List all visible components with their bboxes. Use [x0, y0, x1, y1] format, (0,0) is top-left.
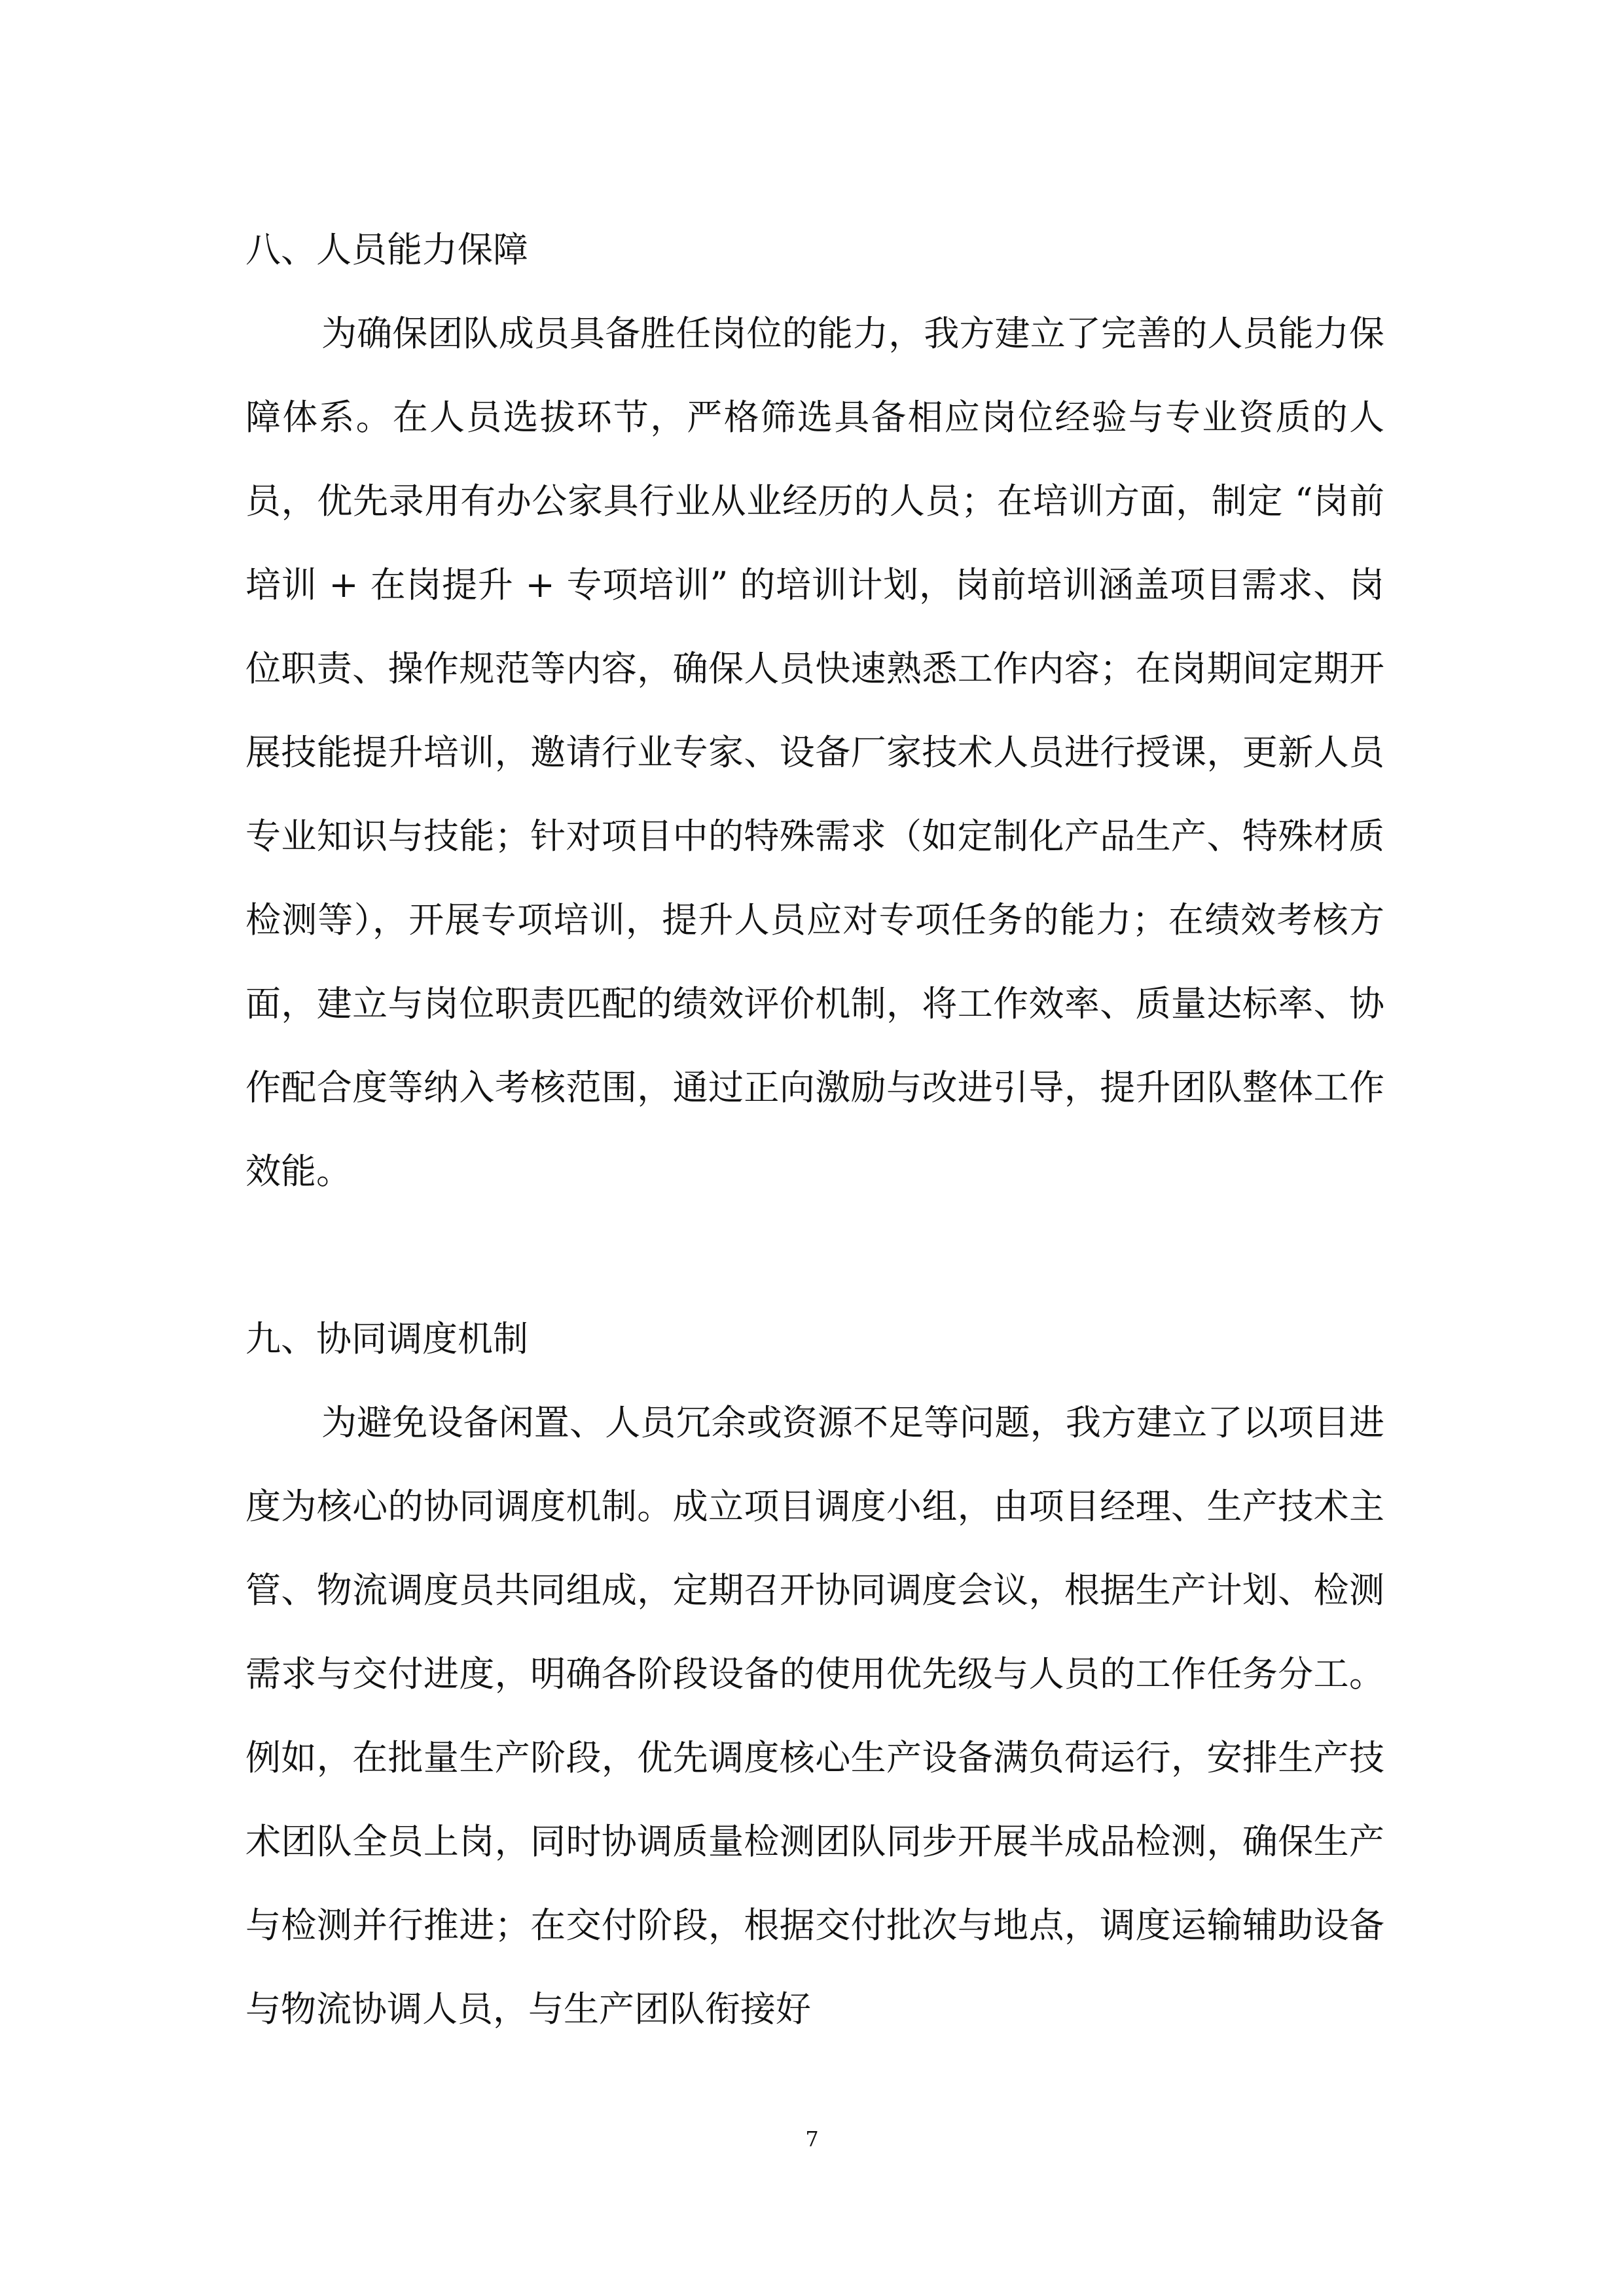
- page-content: [245, 208, 1384, 2051]
- section-heading-personnel-capability: 八、人员能力保障: [245, 229, 528, 270]
- paragraph-coordination-scheduling: 为避免设备闲置、人员冗余或资源不足等问题，我方建立了以项目进度为核心的协同调度机制。成立项目调度小组，由项目经理、生产技术主管、物流调度员共同组成，定期召开协同调度会议，根据生产计划、检测需求与交付进度，明确各阶段设备的使用优先级与人员的工作任务分工。例如，在批量生产阶段，优先调度核心生产设备满负荷运行，安排生产技术团队全员上岗，同时协调质量检测团队同步开展半成品检测，确保生产与检测并行推进；在交付阶段，根据交付批次与地点，调度运输辅助设备与物流协调人员，与生产团队衔接好: [245, 1402, 1384, 2030]
- paragraph-personnel-capability: 为确保团队成员具备胜任岗位的能力，我方建立了完善的人员能力保障体系。在人员选拔环节，严格筛选具备相应岗位经验与专业资质的人员，优先录用有办公家具行业从业经历的人员；在培训方面，制定 “岗前培训 + 在岗提升 + 专项培训” 的培训计划，岗前培训涵盖项目需求、岗位职责、操作规范等内容，确保人员快速熟悉工作内容；在岗期间定期开展技能提升培训，邀请行业专家、设备厂家技术人员进行授课，更新人员专业知识与技能；针对项目中的特殊需求（如定制化产品生产、特殊材质检测等），开展专项培训，提升人员应对专项任务的能力；在绩效考核方面，建立与岗位职责匹配的绩效评价机制，将工作效率、质量达标率、协作配合度等纳入考核范围，通过正向激励与改进引导，提升团队整体工作效能。: [245, 313, 1384, 1192]
- section-heading-coordination-scheduling: 九、协同调度机制: [245, 1318, 528, 1359]
- section-spacer: [245, 1213, 1384, 1297]
- page-number: 7: [805, 2126, 819, 2151]
